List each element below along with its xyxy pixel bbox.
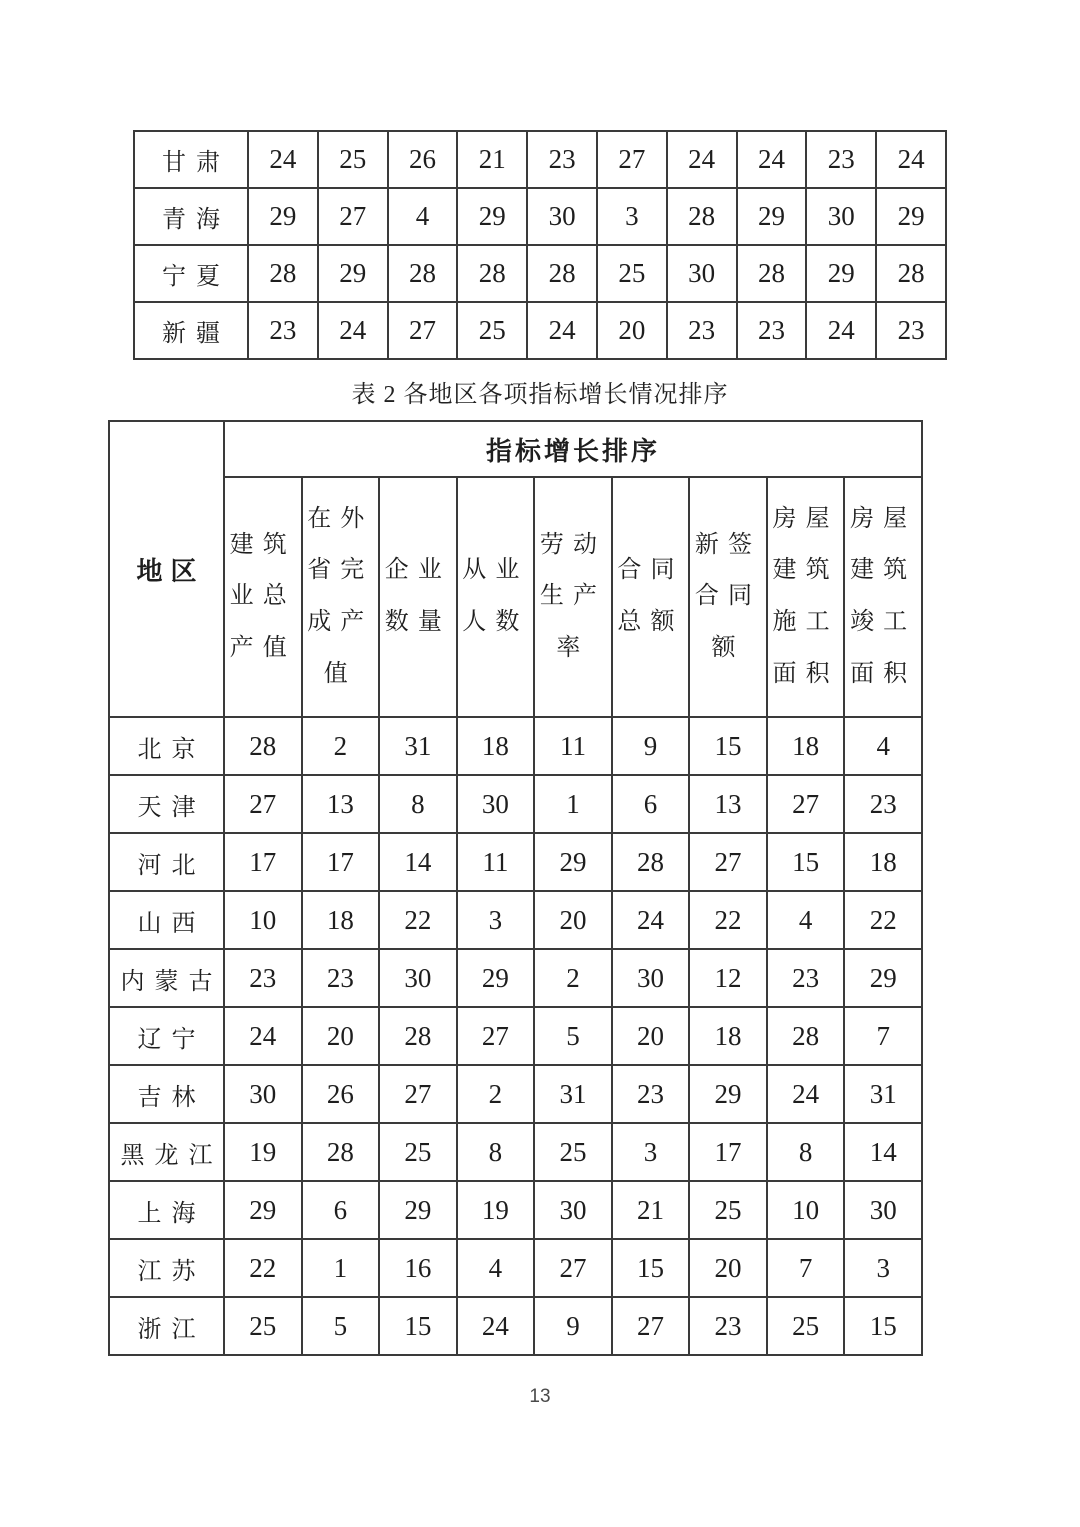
value-cell: 10: [224, 891, 302, 949]
value-cell: 30: [527, 188, 597, 245]
value-cell: 14: [379, 833, 457, 891]
value-cell: 23: [689, 1297, 767, 1355]
value-cell: 30: [806, 188, 876, 245]
value-cell: 1: [534, 775, 612, 833]
value-cell: 12: [689, 949, 767, 1007]
value-cell: 2: [457, 1065, 535, 1123]
region-cell: 宁夏: [134, 245, 248, 302]
value-cell: 29: [876, 188, 946, 245]
value-cell: 11: [457, 833, 535, 891]
value-cell: 30: [379, 949, 457, 1007]
value-cell: 23: [844, 775, 922, 833]
value-cell: 23: [224, 949, 302, 1007]
indicator-header: 企业数量: [379, 477, 457, 717]
value-cell: 25: [457, 302, 527, 359]
value-cell: 23: [612, 1065, 690, 1123]
value-cell: 29: [457, 188, 527, 245]
value-cell: 26: [388, 131, 458, 188]
value-cell: 17: [689, 1123, 767, 1181]
table-row: [134, 302, 946, 359]
value-cell: 5: [534, 1007, 612, 1065]
value-cell: 22: [224, 1239, 302, 1297]
value-cell: 13: [302, 775, 380, 833]
region-cell: 天津: [109, 775, 224, 833]
value-cell: 20: [612, 1007, 690, 1065]
region-column-header: 地区: [109, 421, 224, 717]
region-cell: 河北: [109, 833, 224, 891]
value-cell: 29: [844, 949, 922, 1007]
region-cell: 江苏: [109, 1239, 224, 1297]
table-row: [109, 775, 922, 833]
value-cell: 24: [667, 131, 737, 188]
value-cell: 30: [534, 1181, 612, 1239]
value-cell: 21: [612, 1181, 690, 1239]
value-cell: 21: [457, 131, 527, 188]
table-row: [109, 1007, 922, 1065]
value-cell: 18: [844, 833, 922, 891]
region-cell: 吉林: [109, 1065, 224, 1123]
table-row: [109, 1181, 922, 1239]
value-cell: 22: [379, 891, 457, 949]
value-cell: 3: [612, 1123, 690, 1181]
value-cell: 27: [689, 833, 767, 891]
value-cell: 9: [534, 1297, 612, 1355]
value-cell: 5: [302, 1297, 380, 1355]
value-cell: 28: [224, 717, 302, 775]
value-cell: 27: [597, 131, 667, 188]
value-cell: 19: [224, 1123, 302, 1181]
value-cell: 23: [767, 949, 845, 1007]
value-cell: 23: [248, 302, 318, 359]
region-cell: 浙江: [109, 1297, 224, 1355]
value-cell: 24: [318, 302, 388, 359]
value-cell: 31: [534, 1065, 612, 1123]
value-cell: 30: [457, 775, 535, 833]
value-cell: 18: [457, 717, 535, 775]
value-cell: 29: [689, 1065, 767, 1123]
value-cell: 23: [806, 131, 876, 188]
value-cell: 23: [667, 302, 737, 359]
table-row: [134, 131, 946, 188]
table-row: [109, 1297, 922, 1355]
indicator-header: 房屋建筑竣工面积: [844, 477, 922, 717]
value-cell: 28: [667, 188, 737, 245]
value-cell: 16: [379, 1239, 457, 1297]
growth-rank-table: [108, 420, 923, 1356]
indicator-header: 在外省完成产值: [302, 477, 380, 717]
value-cell: 28: [737, 245, 807, 302]
value-cell: 4: [844, 717, 922, 775]
value-cell: 28: [388, 245, 458, 302]
growth-rank-table-body: [109, 717, 922, 1355]
value-cell: 24: [527, 302, 597, 359]
value-cell: 25: [534, 1123, 612, 1181]
value-cell: 2: [302, 717, 380, 775]
indicator-header: 新签合同额: [689, 477, 767, 717]
value-cell: 28: [612, 833, 690, 891]
value-cell: 3: [844, 1239, 922, 1297]
value-cell: 8: [457, 1123, 535, 1181]
region-cell: 北京: [109, 717, 224, 775]
value-cell: 31: [844, 1065, 922, 1123]
value-cell: 26: [302, 1065, 380, 1123]
value-cell: 27: [612, 1297, 690, 1355]
value-cell: 28: [876, 245, 946, 302]
group-header-row: [109, 421, 922, 477]
value-cell: 27: [767, 775, 845, 833]
region-cell: 新疆: [134, 302, 248, 359]
indicator-header: 房屋建筑施工面积: [767, 477, 845, 717]
rank-table-continued: [133, 130, 947, 360]
table2-caption: 表 2 各地区各项指标增长情况排序: [351, 382, 729, 408]
value-cell: 27: [224, 775, 302, 833]
value-cell: 23: [737, 302, 807, 359]
value-cell: 13: [689, 775, 767, 833]
value-cell: 10: [767, 1181, 845, 1239]
region-cell: 甘肃: [134, 131, 248, 188]
value-cell: 24: [737, 131, 807, 188]
value-cell: 20: [689, 1239, 767, 1297]
value-cell: 24: [806, 302, 876, 359]
value-cell: 25: [767, 1297, 845, 1355]
value-cell: 3: [457, 891, 535, 949]
value-cell: 24: [224, 1007, 302, 1065]
value-cell: 15: [767, 833, 845, 891]
group-header: 指标增长排序: [224, 421, 922, 477]
value-cell: 23: [876, 302, 946, 359]
region-cell: 青海: [134, 188, 248, 245]
value-cell: 3: [597, 188, 667, 245]
indicator-header: 从业人数: [457, 477, 535, 717]
value-cell: 27: [534, 1239, 612, 1297]
value-cell: 30: [612, 949, 690, 1007]
value-cell: 15: [689, 717, 767, 775]
value-cell: 31: [379, 717, 457, 775]
value-cell: 23: [302, 949, 380, 1007]
value-cell: 20: [597, 302, 667, 359]
value-cell: 2: [534, 949, 612, 1007]
indicator-header: 劳动生产率: [534, 477, 612, 717]
value-cell: 25: [318, 131, 388, 188]
region-cell: 上海: [109, 1181, 224, 1239]
value-cell: 15: [844, 1297, 922, 1355]
value-cell: 7: [844, 1007, 922, 1065]
value-cell: 28: [248, 245, 318, 302]
value-cell: 28: [527, 245, 597, 302]
value-cell: 18: [767, 717, 845, 775]
value-cell: 8: [379, 775, 457, 833]
value-cell: 18: [689, 1007, 767, 1065]
page-number: 13: [529, 1386, 551, 1407]
value-cell: 22: [689, 891, 767, 949]
value-cell: 27: [318, 188, 388, 245]
value-cell: 6: [302, 1181, 380, 1239]
table-row: [109, 1239, 922, 1297]
value-cell: 4: [388, 188, 458, 245]
value-cell: 29: [534, 833, 612, 891]
value-cell: 25: [597, 245, 667, 302]
value-cell: 28: [767, 1007, 845, 1065]
value-cell: 24: [457, 1297, 535, 1355]
table-row: [134, 188, 946, 245]
value-cell: 29: [457, 949, 535, 1007]
region-cell: 内蒙古: [109, 949, 224, 1007]
value-cell: 29: [318, 245, 388, 302]
value-cell: 28: [379, 1007, 457, 1065]
value-cell: 8: [767, 1123, 845, 1181]
value-cell: 22: [844, 891, 922, 949]
value-cell: 30: [667, 245, 737, 302]
value-cell: 25: [224, 1297, 302, 1355]
region-cell: 辽宁: [109, 1007, 224, 1065]
value-cell: 23: [527, 131, 597, 188]
value-cell: 29: [806, 245, 876, 302]
value-cell: 24: [612, 891, 690, 949]
rank-table-continued-body: [134, 131, 946, 359]
table-row: [134, 245, 946, 302]
value-cell: 9: [612, 717, 690, 775]
value-cell: 29: [379, 1181, 457, 1239]
value-cell: 17: [302, 833, 380, 891]
indicator-header: 建筑业总产值: [224, 477, 302, 717]
value-cell: 30: [844, 1181, 922, 1239]
value-cell: 15: [612, 1239, 690, 1297]
table-row: [109, 891, 922, 949]
value-cell: 14: [844, 1123, 922, 1181]
indicator-header-row: [109, 477, 922, 717]
value-cell: 30: [224, 1065, 302, 1123]
value-cell: 18: [302, 891, 380, 949]
value-cell: 24: [767, 1065, 845, 1123]
region-cell: 山西: [109, 891, 224, 949]
value-cell: 4: [457, 1239, 535, 1297]
value-cell: 28: [302, 1123, 380, 1181]
region-cell: 黑龙江: [109, 1123, 224, 1181]
value-cell: 20: [534, 891, 612, 949]
value-cell: 4: [767, 891, 845, 949]
table-row: [109, 949, 922, 1007]
value-cell: 29: [737, 188, 807, 245]
value-cell: 1: [302, 1239, 380, 1297]
value-cell: 17: [224, 833, 302, 891]
table-row: [109, 1123, 922, 1181]
value-cell: 28: [457, 245, 527, 302]
value-cell: 29: [248, 188, 318, 245]
value-cell: 15: [379, 1297, 457, 1355]
value-cell: 6: [612, 775, 690, 833]
value-cell: 27: [457, 1007, 535, 1065]
table-row: [109, 833, 922, 891]
table-row: [109, 1065, 922, 1123]
value-cell: 7: [767, 1239, 845, 1297]
value-cell: 20: [302, 1007, 380, 1065]
value-cell: 24: [876, 131, 946, 188]
value-cell: 25: [379, 1123, 457, 1181]
value-cell: 27: [379, 1065, 457, 1123]
value-cell: 19: [457, 1181, 535, 1239]
value-cell: 11: [534, 717, 612, 775]
value-cell: 27: [388, 302, 458, 359]
value-cell: 25: [689, 1181, 767, 1239]
indicator-header: 合同总额: [612, 477, 690, 717]
value-cell: 29: [224, 1181, 302, 1239]
table-row: [109, 717, 922, 775]
value-cell: 24: [248, 131, 318, 188]
